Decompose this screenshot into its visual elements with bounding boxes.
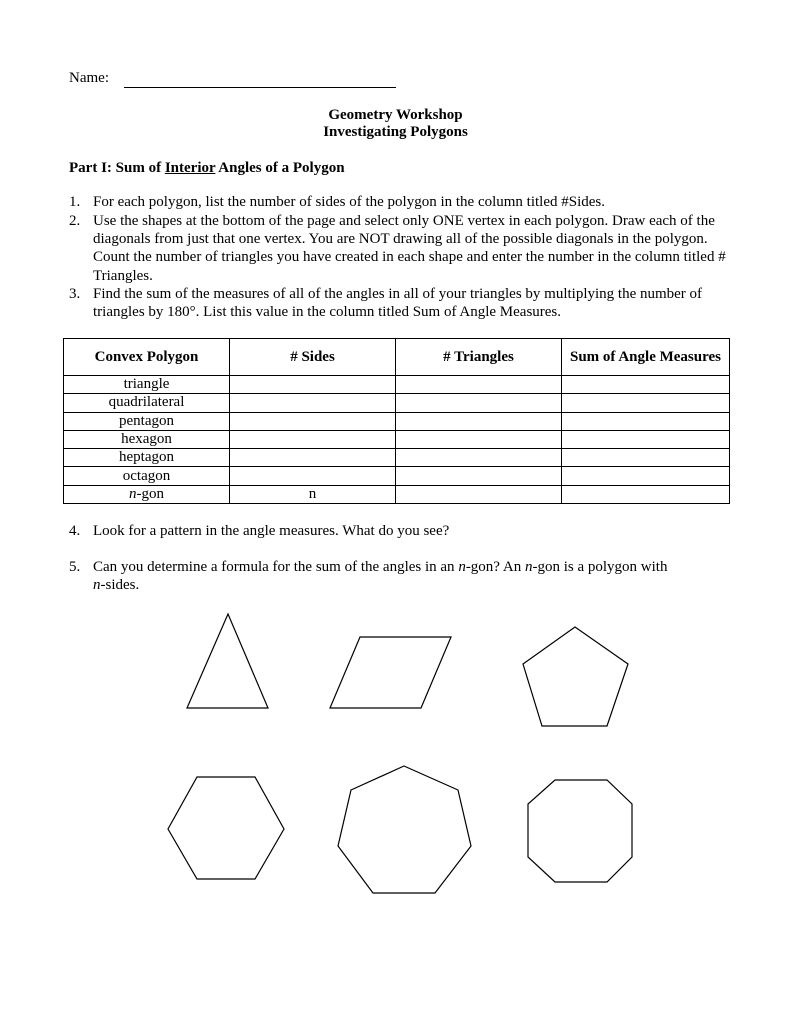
polygon-name-cell: pentagon xyxy=(64,412,230,430)
worksheet-title: Geometry Workshop xyxy=(328,107,463,123)
table-row xyxy=(64,449,730,467)
table-row xyxy=(64,394,730,412)
sum-cell[interactable] xyxy=(562,467,730,485)
sides-cell[interactable] xyxy=(230,430,396,448)
triangles-cell[interactable] xyxy=(396,412,562,430)
worksheet-subtitle: Investigating Polygons xyxy=(323,124,468,140)
polygon-name-cell: octagon xyxy=(64,467,230,485)
heptagon-shape[interactable] xyxy=(338,766,471,893)
part-heading xyxy=(69,160,345,177)
question-text-part: -gon? An xyxy=(465,559,525,575)
header-sides: # Sides xyxy=(230,339,396,376)
polygon-name-cell: hexagon xyxy=(64,430,230,448)
question-number: 4. xyxy=(69,523,81,539)
sum-cell[interactable] xyxy=(562,430,730,448)
header-triangles: # Triangles xyxy=(396,339,562,376)
name-label: Name: xyxy=(69,70,109,86)
sum-cell[interactable] xyxy=(562,412,730,430)
name-blank-line[interactable] xyxy=(124,87,396,88)
instruction-text: For each polygon, list the number of sides of the polygon in the column titled #Sides. xyxy=(93,194,606,210)
question-number: 5. xyxy=(69,559,81,575)
table-row xyxy=(64,376,730,394)
instruction-text: Find the sum of the measures of all of the angles in all of your triangles by multiplying the number of triangles by 180°. List this value in the column titled Sum of Angle Measures. xyxy=(93,286,703,321)
sum-cell[interactable] xyxy=(562,485,730,503)
sides-cell[interactable] xyxy=(230,467,396,485)
sum-cell[interactable] xyxy=(562,376,730,394)
italic-n: n xyxy=(524,559,533,575)
triangles-cell[interactable] xyxy=(396,449,562,467)
instruction-item xyxy=(69,285,729,321)
instruction-item xyxy=(69,193,729,211)
sum-cell[interactable] xyxy=(562,449,730,467)
sides-cell[interactable] xyxy=(230,394,396,412)
triangles-cell[interactable] xyxy=(396,376,562,394)
table-row xyxy=(64,485,730,503)
sides-cell[interactable] xyxy=(230,449,396,467)
header-sum-angle-measures: Sum of Angle Measures xyxy=(562,339,730,376)
polygon-name-cell: heptagon xyxy=(64,449,230,467)
hexagon-shape[interactable] xyxy=(168,777,284,879)
polygon-name-cell: n-gon xyxy=(64,485,230,503)
table-row xyxy=(64,430,730,448)
triangle-shape[interactable] xyxy=(187,614,268,708)
instruction-number: 2. xyxy=(69,213,81,229)
part-heading-prefix: Part I: Sum of xyxy=(69,160,165,176)
part-heading-underlined: Interior xyxy=(164,160,216,176)
question-text-part: -sides. xyxy=(100,577,140,594)
triangles-cell[interactable] xyxy=(396,467,562,485)
question-text-part: Can you determine a formula for the sum of the angles in an xyxy=(93,559,459,575)
sides-cell[interactable]: n xyxy=(230,485,396,503)
instruction-number: 1. xyxy=(69,194,81,210)
table-header-row xyxy=(64,339,730,376)
triangles-cell[interactable] xyxy=(396,394,562,412)
triangles-cell[interactable] xyxy=(396,485,562,503)
polygon-table xyxy=(63,338,730,504)
question-text xyxy=(93,558,729,594)
italic-n: n xyxy=(458,559,466,575)
parallelogram-shape[interactable] xyxy=(330,637,451,708)
question-item xyxy=(69,558,729,594)
table-row xyxy=(64,412,730,430)
instruction-number: 3. xyxy=(69,286,81,302)
question-item xyxy=(69,522,729,540)
ngon-italic-n: n xyxy=(129,485,137,502)
polygon-shapes xyxy=(0,600,791,900)
sides-cell[interactable] xyxy=(230,376,396,394)
polygon-name-cell: triangle xyxy=(64,376,230,394)
header-convex-polygon: Convex Polygon xyxy=(64,339,230,376)
table-row xyxy=(64,467,730,485)
question-text-part: -gon is a polygon with xyxy=(532,559,668,575)
sides-cell[interactable] xyxy=(230,412,396,430)
pentagon-shape[interactable] xyxy=(523,627,628,726)
question-text: Look for a pattern in the angle measures. What do you see? xyxy=(93,523,450,539)
instruction-text: Use the shapes at the bottom of the page and select only ONE vertex in each polygon. Draw each of the diagonals from just that one vertex. You are NOT drawing all of the possible diagonals in the polygon. Count the number of triangles you have created in each shape and enter the number in the column titled # Triangles. xyxy=(93,213,726,284)
triangles-cell[interactable] xyxy=(396,430,562,448)
polygon-name-cell: quadrilateral xyxy=(64,394,230,412)
sum-cell[interactable] xyxy=(562,394,730,412)
octagon-shape[interactable] xyxy=(528,780,632,882)
instruction-item xyxy=(69,212,729,285)
part-heading-suffix: Angles of a Polygon xyxy=(215,160,345,176)
italic-n: n xyxy=(93,577,101,594)
